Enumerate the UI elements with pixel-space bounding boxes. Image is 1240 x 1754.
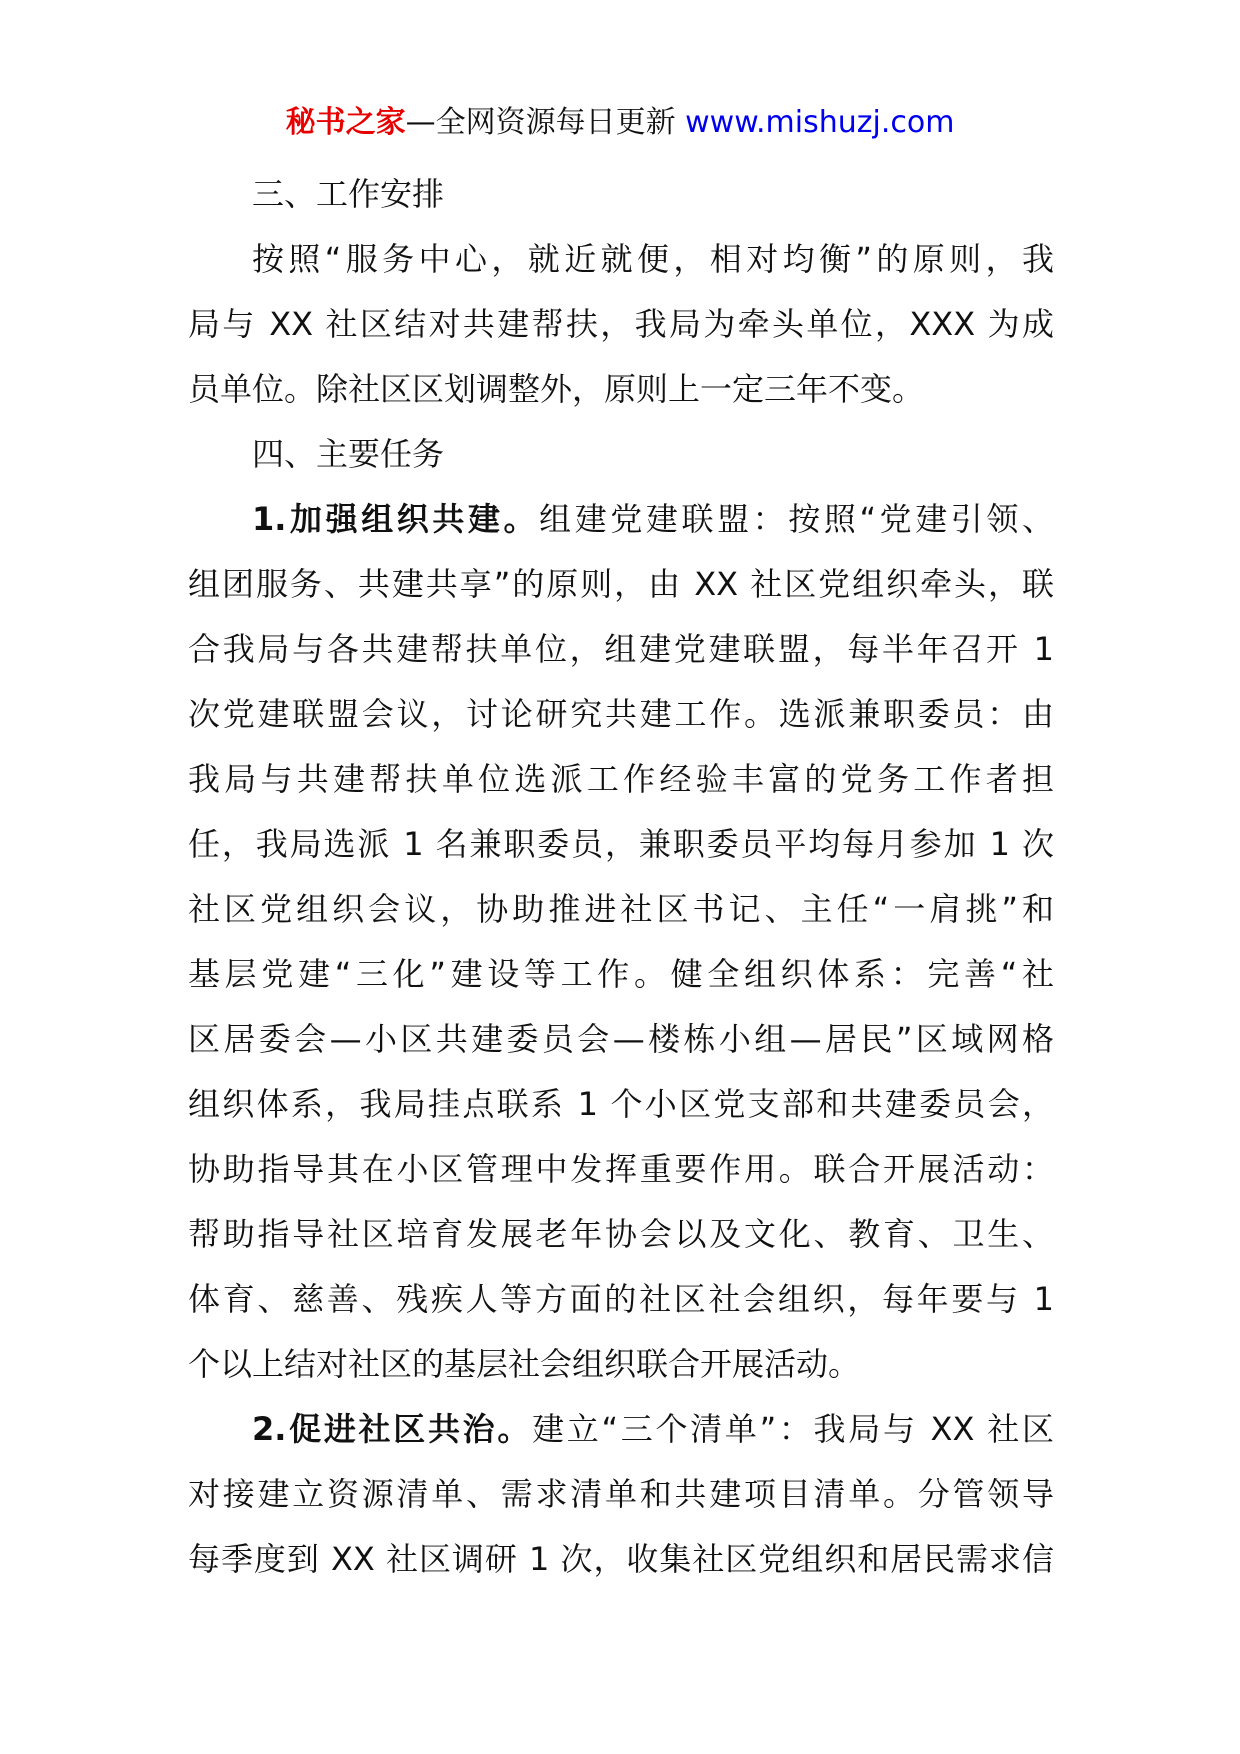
task1-line: 帮助指导社区培育发展老年协会以及文化、教育、卫生、 xyxy=(188,1215,1054,1253)
task1-title: 1.加强组织共建。 xyxy=(252,500,540,538)
task1-line: 合我局与各共建帮扶单位，组建党建联盟，每半年召开 1 xyxy=(188,630,1054,668)
task2-title: 2.促进社区共治。 xyxy=(252,1410,533,1448)
task2-first-line xyxy=(188,1397,1054,1462)
task1-line: 组团服务、共建共享”的原则，由 XX 社区党组织牵头，联 xyxy=(188,565,1054,603)
task1-line: 社区党组织会议，协助推进社区书记、主任“一肩挑”和 xyxy=(188,890,1054,928)
section-heading-4: 四、主要任务 xyxy=(252,435,445,473)
para1-line: 按照“服务中心，就近就便，相对均衡”的原则，我 xyxy=(252,240,1054,278)
site-url-link[interactable]: www.mishuzj.com xyxy=(685,105,955,140)
section-heading-3: 三、工作安排 xyxy=(252,175,445,213)
task1-line: 基层党建“三化”建设等工作。健全组织体系：完善“社 xyxy=(188,955,1054,993)
task1-line: 组织体系，我局挂点联系 1 个小区党支部和共建委员会， xyxy=(188,1085,1054,1123)
document-body xyxy=(188,162,1054,1592)
watermark-header xyxy=(0,98,1240,148)
para1-line: 局与 XX 社区结对共建帮扶，我局为牵头单位，XXX 为成 xyxy=(188,305,1054,343)
task2-line: 对接建立资源清单、需求清单和共建项目清单。分管领导 xyxy=(188,1475,1054,1513)
task1-first-line xyxy=(188,487,1054,552)
site-tagline: —全网资源每日更新 xyxy=(405,105,686,140)
task1-line: 区居委会—小区共建委员会—楼栋小组—居民”区域网格 xyxy=(188,1020,1054,1058)
task2-first-line-text: 建立“三个清单”：我局与 XX 社区 xyxy=(532,1410,1054,1448)
para1-line: 员单位。除社区区划调整外，原则上一定三年不变。 xyxy=(188,370,925,408)
task1-line: 个以上结对社区的基层社会组织联合开展活动。 xyxy=(188,1345,861,1383)
site-brand: 秘书之家 xyxy=(285,105,406,140)
task1-first-line-text: 组建党建联盟：按照“党建引领、 xyxy=(539,500,1054,538)
task1-line: 任，我局选派 1 名兼职委员，兼职委员平均每月参加 1 次 xyxy=(188,825,1054,863)
task1-line: 我局与共建帮扶单位选派工作经验丰富的党务工作者担 xyxy=(188,760,1054,798)
task1-line: 体育、慈善、残疾人等方面的社区社会组织，每年要与 1 xyxy=(188,1280,1054,1318)
task1-line: 协助指导其在小区管理中发挥重要作用。联合开展活动： xyxy=(188,1150,1054,1188)
task1-line: 次党建联盟会议，讨论研究共建工作。选派兼职委员：由 xyxy=(188,695,1054,733)
task2-line: 每季度到 XX 社区调研 1 次，收集社区党组织和居民需求信 xyxy=(188,1540,1054,1578)
